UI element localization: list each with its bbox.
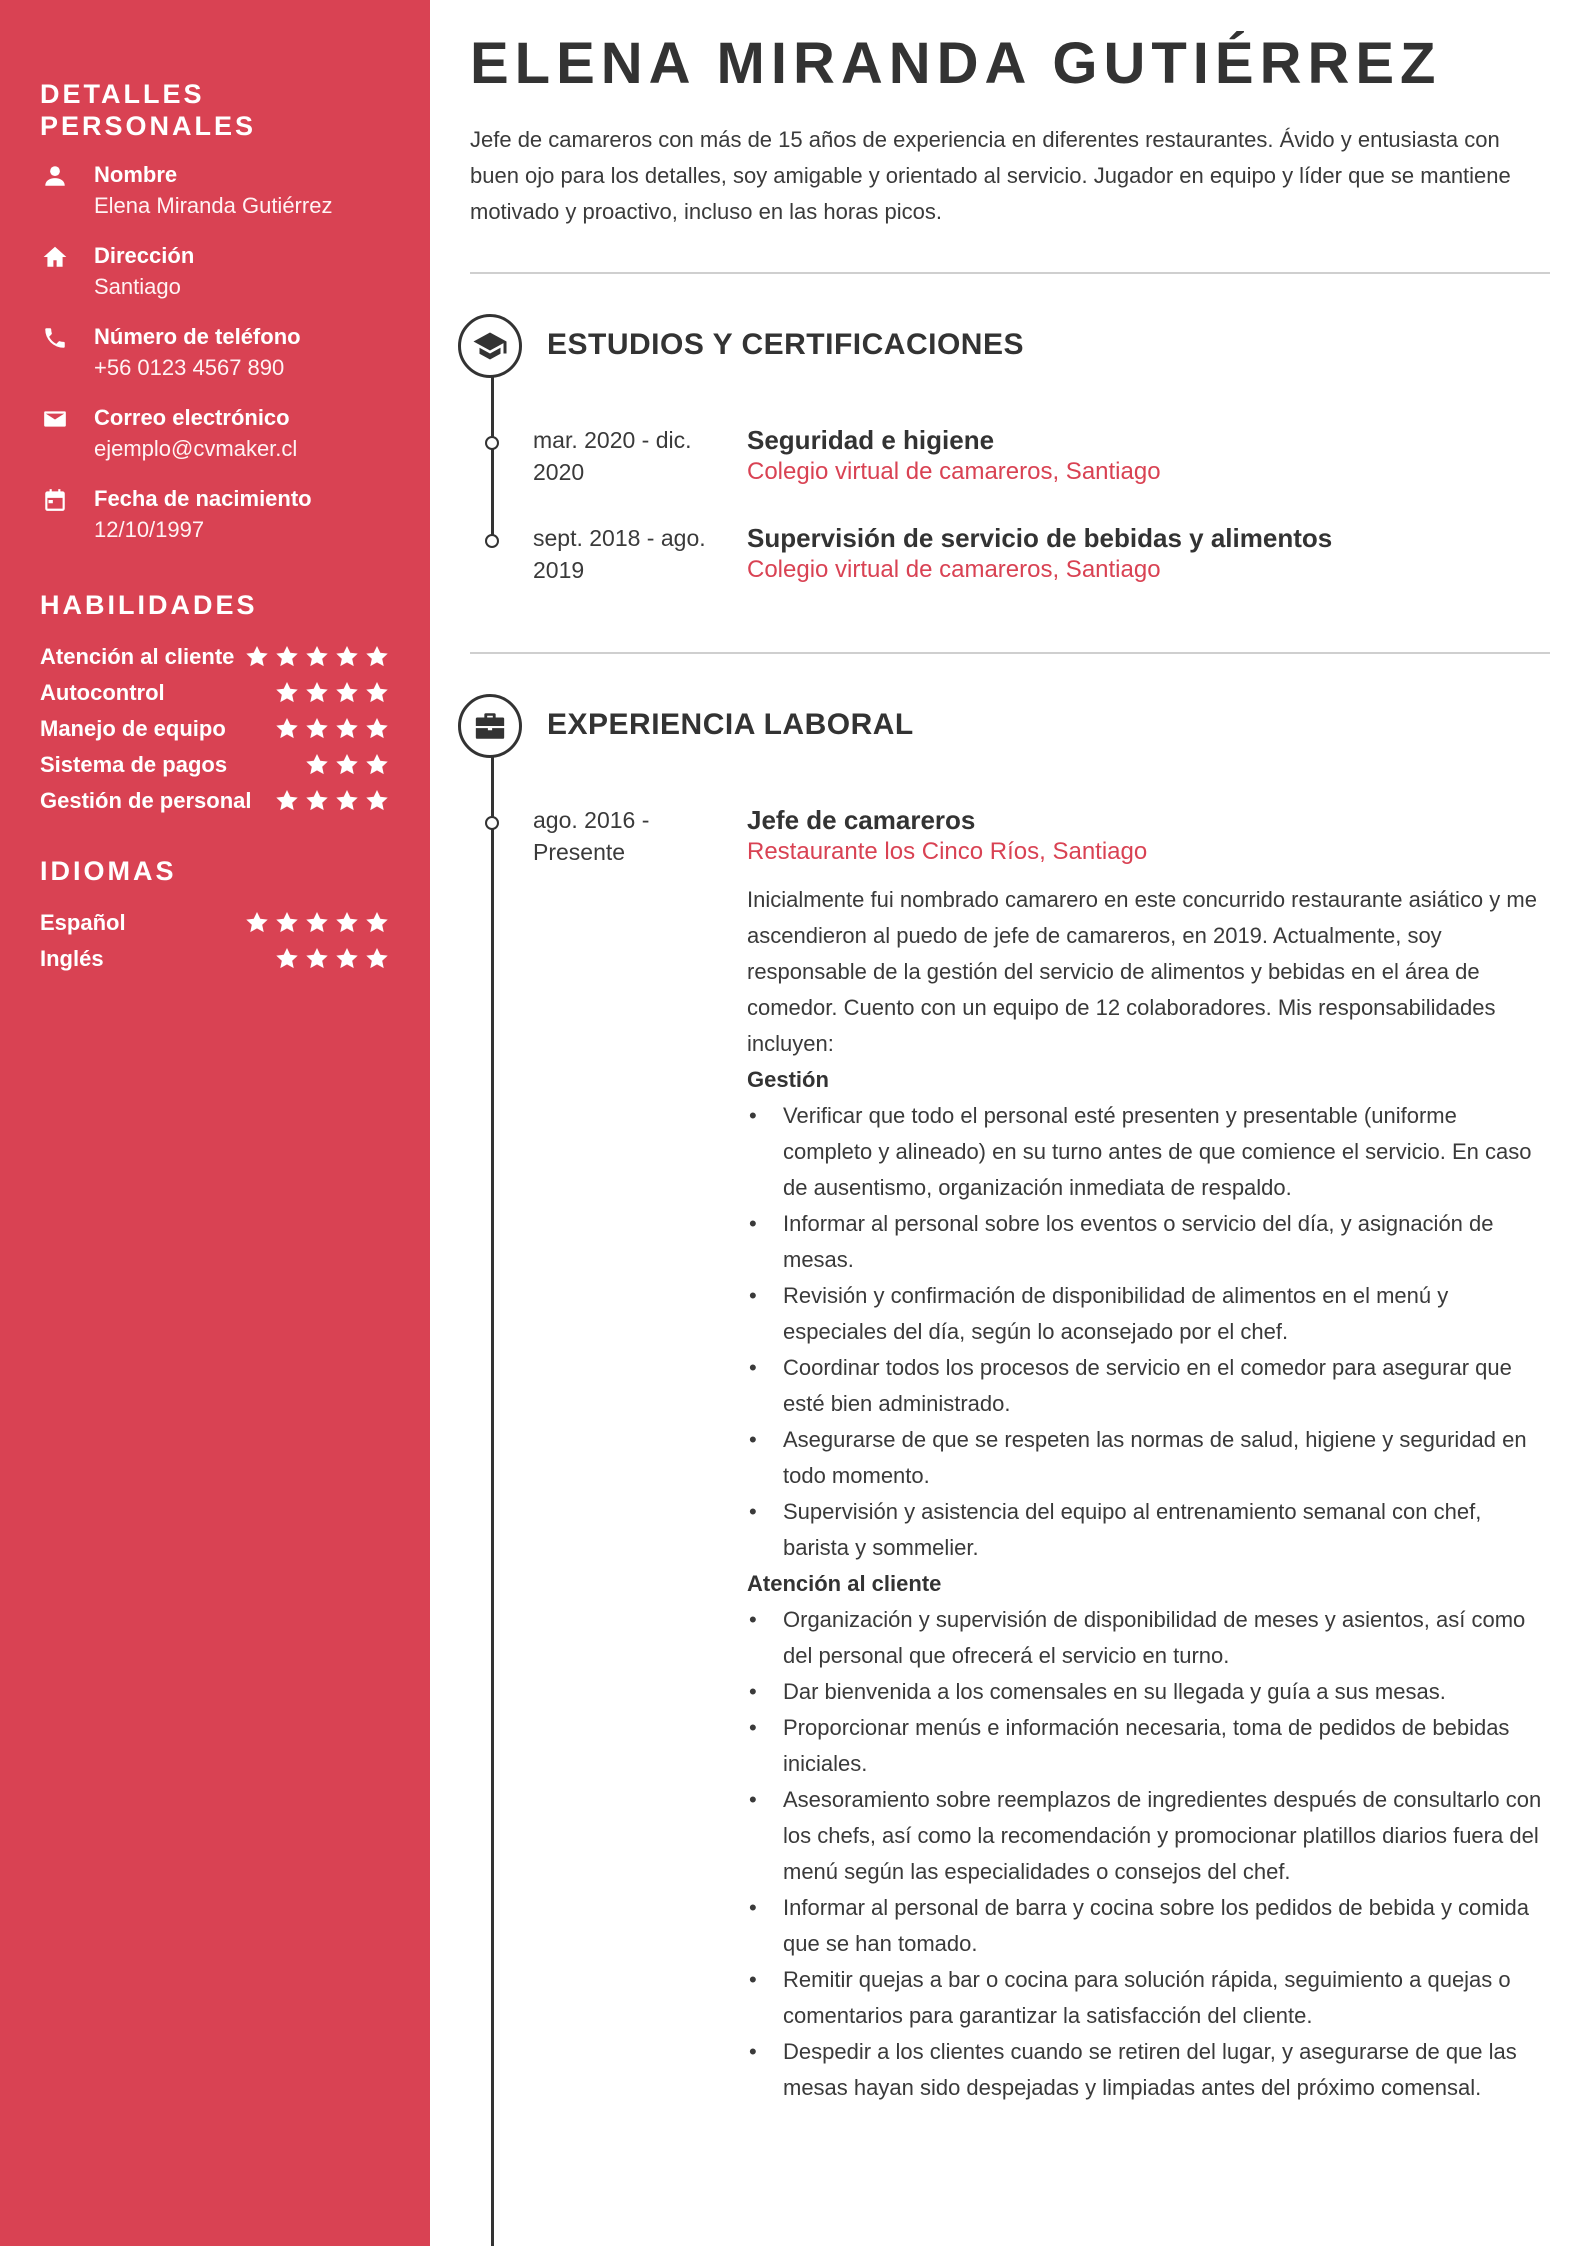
star-icon — [364, 644, 390, 670]
star-icon — [304, 910, 330, 936]
timeline-dot — [485, 816, 499, 830]
list-item: • Despedir a los clientes cuando se retiren del lugar, y asegurarse de que las mesas hayan sido despejadas y limpiadas antes del próximo comensal. — [747, 2034, 1550, 2106]
list-item: • Revisión y confirmación de disponibilidad de alimentos en el menú y especiales del día, según lo aconsejado por el chef. — [747, 1278, 1550, 1350]
calendar-icon — [42, 487, 68, 513]
responsibility-list — [747, 1098, 1550, 1566]
detail-birthdate — [40, 484, 390, 546]
responsibility-list — [747, 1602, 1550, 2106]
phone-icon — [42, 325, 68, 351]
star-icon — [304, 752, 330, 778]
entry-dates: ago. 2016 - Presente — [533, 807, 650, 865]
list-item: • Remitir quejas a bar o cocina para solución rápida, seguimiento a quejas o comentarios para garantizar la satisfacción del cliente. — [747, 1962, 1550, 2034]
rating-row — [40, 941, 390, 977]
star-icon — [364, 788, 390, 814]
group-title: Atención al cliente — [747, 1571, 942, 1596]
description-intro: Inicialmente fui nombrado camarero en este concurrido restaurante asiático y me ascendieron al puedo de jefe de camareros, en 2019. Actualmente, soy responsable de la gestión del servicio de alimentos y bebidas en el área de comedor. Cuento con un equipo de 12 colaboradores. Mis responsabilidades incluyen: — [747, 887, 1537, 1056]
star-icon — [274, 680, 300, 706]
star-icon — [334, 752, 360, 778]
star-icon — [244, 910, 270, 936]
detail-address — [40, 241, 390, 303]
entry-title: Seguridad e higiene — [747, 425, 995, 455]
group-title: Gestión — [747, 1067, 829, 1092]
rating-label: Español — [40, 910, 126, 935]
star-icon — [274, 946, 300, 972]
star-icon — [364, 680, 390, 706]
detail-name — [40, 160, 390, 222]
detail-value: +56 0123 4567 890 — [94, 355, 285, 380]
detail-label: Dirección — [94, 243, 195, 268]
star-icon — [364, 752, 390, 778]
star-icon — [304, 716, 330, 742]
star-icon — [334, 946, 360, 972]
entry-body — [747, 804, 1550, 2106]
detail-value: Santiago — [94, 274, 181, 299]
timeline-dot — [485, 534, 499, 548]
list-item: • Informar al personal de barra y cocina sobre los pedidos de bebida y comida que se han tomado. — [747, 1890, 1550, 1962]
entry-institution: Colegio virtual de camareros, Santiago — [747, 458, 1161, 485]
education-header — [470, 314, 1550, 384]
detail-label: Número de teléfono — [94, 324, 301, 349]
entry-description — [747, 882, 1550, 2106]
rating-row — [40, 905, 390, 941]
star-icon — [274, 788, 300, 814]
entry-dates: mar. 2020 - dic. 2020 — [533, 427, 692, 485]
list-item: • Dar bienvenida a los comensales en su llegada y guía a sus mesas. — [747, 1674, 1550, 1710]
star-rating — [274, 788, 390, 814]
star-icon — [334, 680, 360, 706]
detail-value: ejemplo@cvmaker.cl — [94, 436, 298, 461]
list-item: • Verificar que todo el personal esté presenten y presentable (uniforme completo y alineado) en su turno antes de que comience el servicio. En caso de ausentismo, organización inmediata de respaldo. — [747, 1098, 1550, 1206]
experience-header — [470, 694, 1550, 764]
skills-heading: HABILIDADES — [40, 590, 258, 620]
star-icon — [334, 644, 360, 670]
divider — [470, 272, 1550, 274]
entry-institution: Colegio virtual de camareros, Santiago — [747, 556, 1161, 583]
detail-label: Nombre — [94, 162, 178, 187]
detail-value: Elena Miranda Gutiérrez — [94, 193, 333, 218]
profile-summary: Jefe de camareros con más de 15 años de experiencia en diferentes restaurantes. Ávido y entusiasta con buen ojo para los detalles, soy amigable y orientado al servicio. Jugador en equipo y líder que se mantiene motivado y proactivo, incluso en las horas picos. — [470, 127, 1511, 224]
entry-title: Supervisión de servicio de bebidas y alimentos — [747, 523, 1333, 553]
star-icon — [334, 788, 360, 814]
rating-row — [40, 639, 390, 675]
star-icon — [304, 680, 330, 706]
list-item: • Informar al personal sobre los eventos o servicio del día, y asignación de mesas. — [747, 1206, 1550, 1278]
star-rating — [304, 752, 390, 778]
rating-row — [40, 675, 390, 711]
page-title: ELENA MIRANDA GUTIÉRREZ — [470, 31, 1442, 96]
education-entry — [470, 522, 1550, 586]
list-item: • Proporcionar menús e información necesaria, toma de pedidos de bebidas iniciales. — [747, 1710, 1550, 1782]
rating-label: Manejo de equipo — [40, 716, 226, 741]
detail-email — [40, 403, 390, 465]
divider — [470, 652, 1550, 654]
rating-row — [40, 783, 390, 819]
home-icon — [42, 244, 68, 270]
list-item: • Supervisión y asistencia del equipo al entrenamiento semanal con chef, barista y sommelier. — [747, 1494, 1550, 1566]
star-rating — [244, 644, 390, 670]
detail-value: 12/10/1997 — [94, 517, 205, 542]
star-icon — [304, 644, 330, 670]
mail-icon — [42, 406, 68, 432]
graduation-cap-icon — [458, 314, 522, 378]
education-entry — [470, 424, 1550, 488]
entry-title: Jefe de camareros — [747, 805, 976, 835]
entry-body — [747, 522, 1550, 586]
languages-list — [40, 905, 390, 977]
personal-details-heading: DETALLES PERSONALES — [40, 79, 257, 141]
star-icon — [274, 644, 300, 670]
star-icon — [304, 946, 330, 972]
sidebar — [0, 0, 430, 2246]
briefcase-icon — [458, 694, 522, 758]
detail-phone — [40, 322, 390, 384]
star-rating — [244, 910, 390, 936]
experience-section — [470, 694, 1550, 2106]
star-icon — [244, 644, 270, 670]
skills-list — [40, 639, 390, 819]
star-rating — [274, 680, 390, 706]
star-icon — [304, 788, 330, 814]
star-icon — [274, 716, 300, 742]
star-icon — [364, 910, 390, 936]
education-title: ESTUDIOS Y CERTIFICACIONES — [547, 328, 1024, 361]
main-content — [470, 0, 1550, 2106]
timeline-dot — [485, 436, 499, 450]
rating-label: Autocontrol — [40, 680, 165, 705]
rating-label: Inglés — [40, 946, 104, 971]
star-icon — [364, 716, 390, 742]
star-icon — [364, 946, 390, 972]
star-rating — [274, 946, 390, 972]
rating-row — [40, 711, 390, 747]
rating-label: Gestión de personal — [40, 788, 252, 813]
languages-heading: IDIOMAS — [40, 856, 177, 886]
education-section — [470, 314, 1550, 586]
star-icon — [274, 910, 300, 936]
list-item: • Asesoramiento sobre reemplazos de ingredientes después de consultarlo con los chefs, así como la recomendación y promocionar platillos diarios fuera del menú según las especialidades o consejos del chef. — [747, 1782, 1550, 1890]
entry-dates: sept. 2018 - ago. 2019 — [533, 525, 706, 583]
experience-entry — [470, 804, 1550, 2106]
entry-employer: Restaurante los Cinco Ríos, Santiago — [747, 838, 1148, 865]
list-item: • Coordinar todos los procesos de servicio en el comedor para asegurar que esté bien administrado. — [747, 1350, 1550, 1422]
rating-row — [40, 747, 390, 783]
list-item: • Organización y supervisión de disponibilidad de meses y asientos, así como del personal que ofrecerá el servicio en turno. — [747, 1602, 1550, 1674]
star-icon — [334, 910, 360, 936]
experience-title: EXPERIENCIA LABORAL — [547, 708, 914, 741]
entry-body — [747, 424, 1550, 488]
star-icon — [334, 716, 360, 742]
star-rating — [274, 716, 390, 742]
rating-label: Atención al cliente — [40, 644, 235, 669]
list-item: • Asegurarse de que se respeten las normas de salud, higiene y seguridad en todo momento. — [747, 1422, 1550, 1494]
person-icon — [42, 163, 68, 189]
detail-label: Fecha de nacimiento — [94, 486, 312, 511]
rating-label: Sistema de pagos — [40, 752, 228, 777]
detail-label: Correo electrónico — [94, 405, 290, 430]
